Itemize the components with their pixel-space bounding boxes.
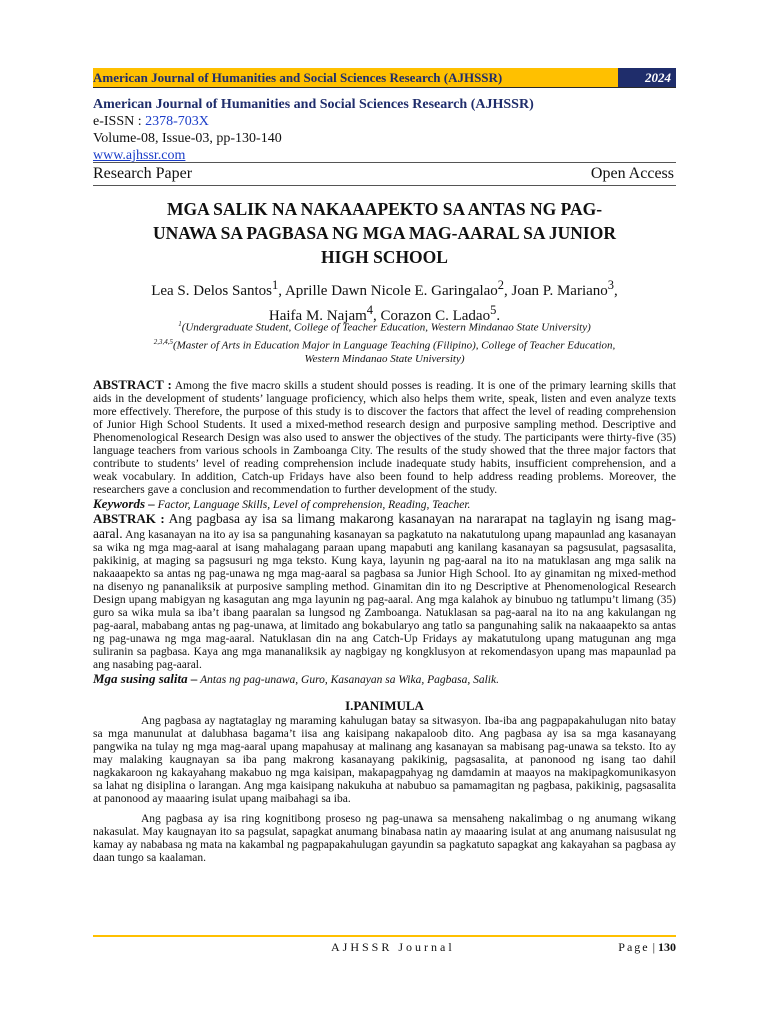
title-line: MGA SALIK NA NAKAAAPEKTO SA ANTAS NG PAG-	[166, 199, 603, 219]
abstrak-label: ABSTRAK :	[93, 511, 165, 526]
footer-journal: AJHSSR Journal	[331, 940, 455, 954]
title-line: HIGH SCHOOL	[321, 247, 448, 267]
author-sup: 2	[497, 278, 505, 292]
affiliations	[93, 317, 676, 366]
abstract	[93, 378, 676, 497]
author-name: , Corazon C. Ladao	[373, 308, 491, 324]
keywords	[93, 497, 676, 512]
affil-text: (Master of Arts in Education Major in Language Teaching (Filipino), College of Teacher Education,	[172, 339, 616, 352]
affil-sup: 1	[178, 320, 182, 328]
title-line: UNAWA SA PAGBASA NG MGA MAG-AARAL SA JUNIOR	[153, 223, 616, 243]
author-sup: 4	[366, 303, 374, 317]
page-footer	[93, 940, 676, 956]
page-label: Page	[618, 940, 650, 954]
meta-journal-title: American Journal of Humanities and Social Sciences Research (AJHSSR)	[93, 97, 534, 112]
author-comma: ,	[614, 283, 618, 299]
volume-line: Volume-08, Issue-03, pp-130-140	[93, 131, 282, 146]
affiliation-2	[93, 335, 676, 353]
paper-title	[93, 197, 676, 269]
header-journal-name: American Journal of Humanities and Social Sciences Research (AJHSSR)	[93, 70, 503, 85]
keywords-label: Keywords –	[93, 496, 155, 511]
abstract-label: ABSTRACT :	[93, 377, 172, 392]
page-separator: |	[652, 940, 655, 954]
author-name: , Joan P. Mariano	[504, 283, 608, 299]
affiliation-1	[93, 317, 676, 335]
paper-type-label: Research Paper	[93, 165, 193, 182]
affil-sup: 2,3,4,5	[153, 337, 173, 346]
susing-salita	[93, 672, 676, 687]
affil-text: (Undergraduate Student, College of Teacher Education, Western Mindanao State University)	[181, 321, 591, 334]
issn-value: 2378-703X	[145, 114, 209, 129]
abstract-text: Among the five macro skills a student should posses is reading. It is one of the primary learning skills that aids in the development of students’ language proficiency, which also helps them write, speak, listen and even analyze texts more effectively. Therefore, the purpose of this study is to discover the factors that affect the level of reading comprehension of Junior High School Students. It used a mixed-method research design and purposive sampling method. Descriptive and Phenomenological Research Design was also used to answer the objectives of the study. The participants were thirty-five (35) language teachers from various schools in Zamboanga City. The results of the study showed that the three major factors that contribute to students’ level of reading comprehension include inadequate study habits, insufficient comprehension, and a weak vocabulary. In addition, Catch-up Fridays have also been found to help address reading problems. Moreover, the researchers gave a conclusion and recommendation to further development of the study.	[93, 380, 677, 496]
abstrak-text: Ang kasanayan na ito ay isa sa pangunahing kasanayan sa pagkatuto na nakatutulong upang mapaunlad ang kasanayan sa wika ng mga mag-aaral at isang mahalagang paraan upang mapabuti ang kanilang kasanayan sa pagsusulat, pagsasalita, pakikinig, at maging sa pagsusuri ng mga teksto. Kung kaya, layunin ng pag-aaral na ito na matuklasan ang mga salik na nakaaapekto sa antas ng pag-unawa ng mga mag-aaral sa pagbasa sa Junior High School. Ito ay ginamitan ng mixed-method na disenyo ng pananaliksik at purposive sampling method. Ginamitan din ito ng Descriptive at Phenomenological Research Design upang mabigyan ng kasagutan ang mga layunin ng pag-aaral. Ang mga kalahok ay binubuo ng tatlumpu’t limang (35) guro sa wika mula sa iba’t ibang paaralan sa lungsod ng Zamboanga. Natuklasan sa pag-aaral na ito na ang kakulangan ng pag-aaral, mababang antas ng pag-unawa, at limitado ang bokabularyo ang tatlo sa pangunahing salik na nakaaapekto sa antas ng pag-unawa ng mga mag-aaral. Natuklasan din na ang Catch-Up Fridays ay makatutulong upang matugunan ang mga suliranin sa pagbasa. Kaya ang mga mananaliksik ay nagbigay ng kongklusyon at rekomendasyon upang mas mapaunlad pa ang nasabing pag-aaral.	[93, 529, 676, 671]
author-sup: 3	[607, 278, 615, 292]
journal-url-link[interactable]: www.ajhssr.com	[93, 148, 186, 163]
paper-type-row	[93, 162, 676, 186]
author-line	[93, 276, 676, 301]
access-label: Open Access	[590, 165, 674, 182]
paper-body	[93, 378, 676, 865]
page-number: 130	[658, 940, 676, 954]
body-paragraph: Ang pagbasa ay nagtataglay ng maraming kahulugan batay sa sitwasyon. Iba-iba ang pagpapakahulugan nito batay sa mga manunulat at dalubhasa bagama’t iisa ang kaisipang nakapaloob dito. Ang pagbasa ay isa sa mga kasanayang pangwika na tulay ng mga mag-aaral upang mapahusay at malinang ang kasanayan sa mabisang pag-unawa sa teksto. Ito ay may malaking kaugnayan sa iba pang makrong kasanayang pakikinig, pagsasalita, at panonood ng isang tao dahil nagkakaroon ng kakayahang makabuo ng mga kaisipan, makapagpahyag ng damdamin at maayos na makipagkomunikasyon sa lahat ng disiplina o larangan. Ang mga kaisipang nakukuha at nabubuo sa pamamagitan ng pagbasa, pakikinig, pagsasalita at panonood ay maaaring isulat upang maibahagi sa iba.	[93, 715, 676, 805]
journal-header-bar	[93, 68, 676, 88]
abstrak-lead: Ang pagbasa ay isa sa limang makarong kasanayan na nararapat na taglayin ng isang mag-aaral.	[93, 511, 676, 541]
footer-page	[618, 940, 676, 955]
author-sup: 1	[272, 278, 279, 292]
author-sup: 5	[490, 303, 497, 317]
keywords-text: Factor, Language Skills, Level of comprehension, Reading, Teacher.	[154, 499, 471, 511]
author-name: Lea S. Delos Santos	[151, 283, 273, 299]
issn-line	[93, 113, 676, 130]
susing-salita-text: Antas ng pag-unawa, Guro, Kasanayan sa Wika, Pagbasa, Salik.	[197, 674, 499, 686]
abstrak	[93, 512, 676, 672]
author-end: .	[496, 308, 501, 324]
section-heading: I.PANIMULA	[345, 698, 424, 713]
author-name: , Aprille Dawn Nicole E. Garingalao	[278, 283, 498, 299]
body-paragraph: Ang pagbasa ay isa ring kognitibong proseso ng pag-unawa sa mensaheng nakalimbag o ng anumang wikang nakasulat. May kaugnayan ito sa pagsulat, sapagkat anumang binabasa natin ay maaaring isulat at ang anumang naisusulat ng kamay ay nababasa ng mata na kakambal ng pagpapakahulugan gayundin sa pagkatuto sapagkat ang kakayahan sa pagbasa ay daan tungo sa kaalaman.	[93, 813, 676, 864]
header-year: 2024	[618, 68, 676, 87]
issn-label: e-ISSN :	[93, 114, 146, 129]
susing-salita-label: Mga susing salita –	[93, 671, 198, 686]
footer-rule	[93, 935, 676, 937]
author-name: Haifa M. Najam	[268, 308, 367, 324]
affiliation-2-cont: Western Mindanao State University)	[304, 353, 465, 366]
journal-meta	[93, 96, 676, 164]
